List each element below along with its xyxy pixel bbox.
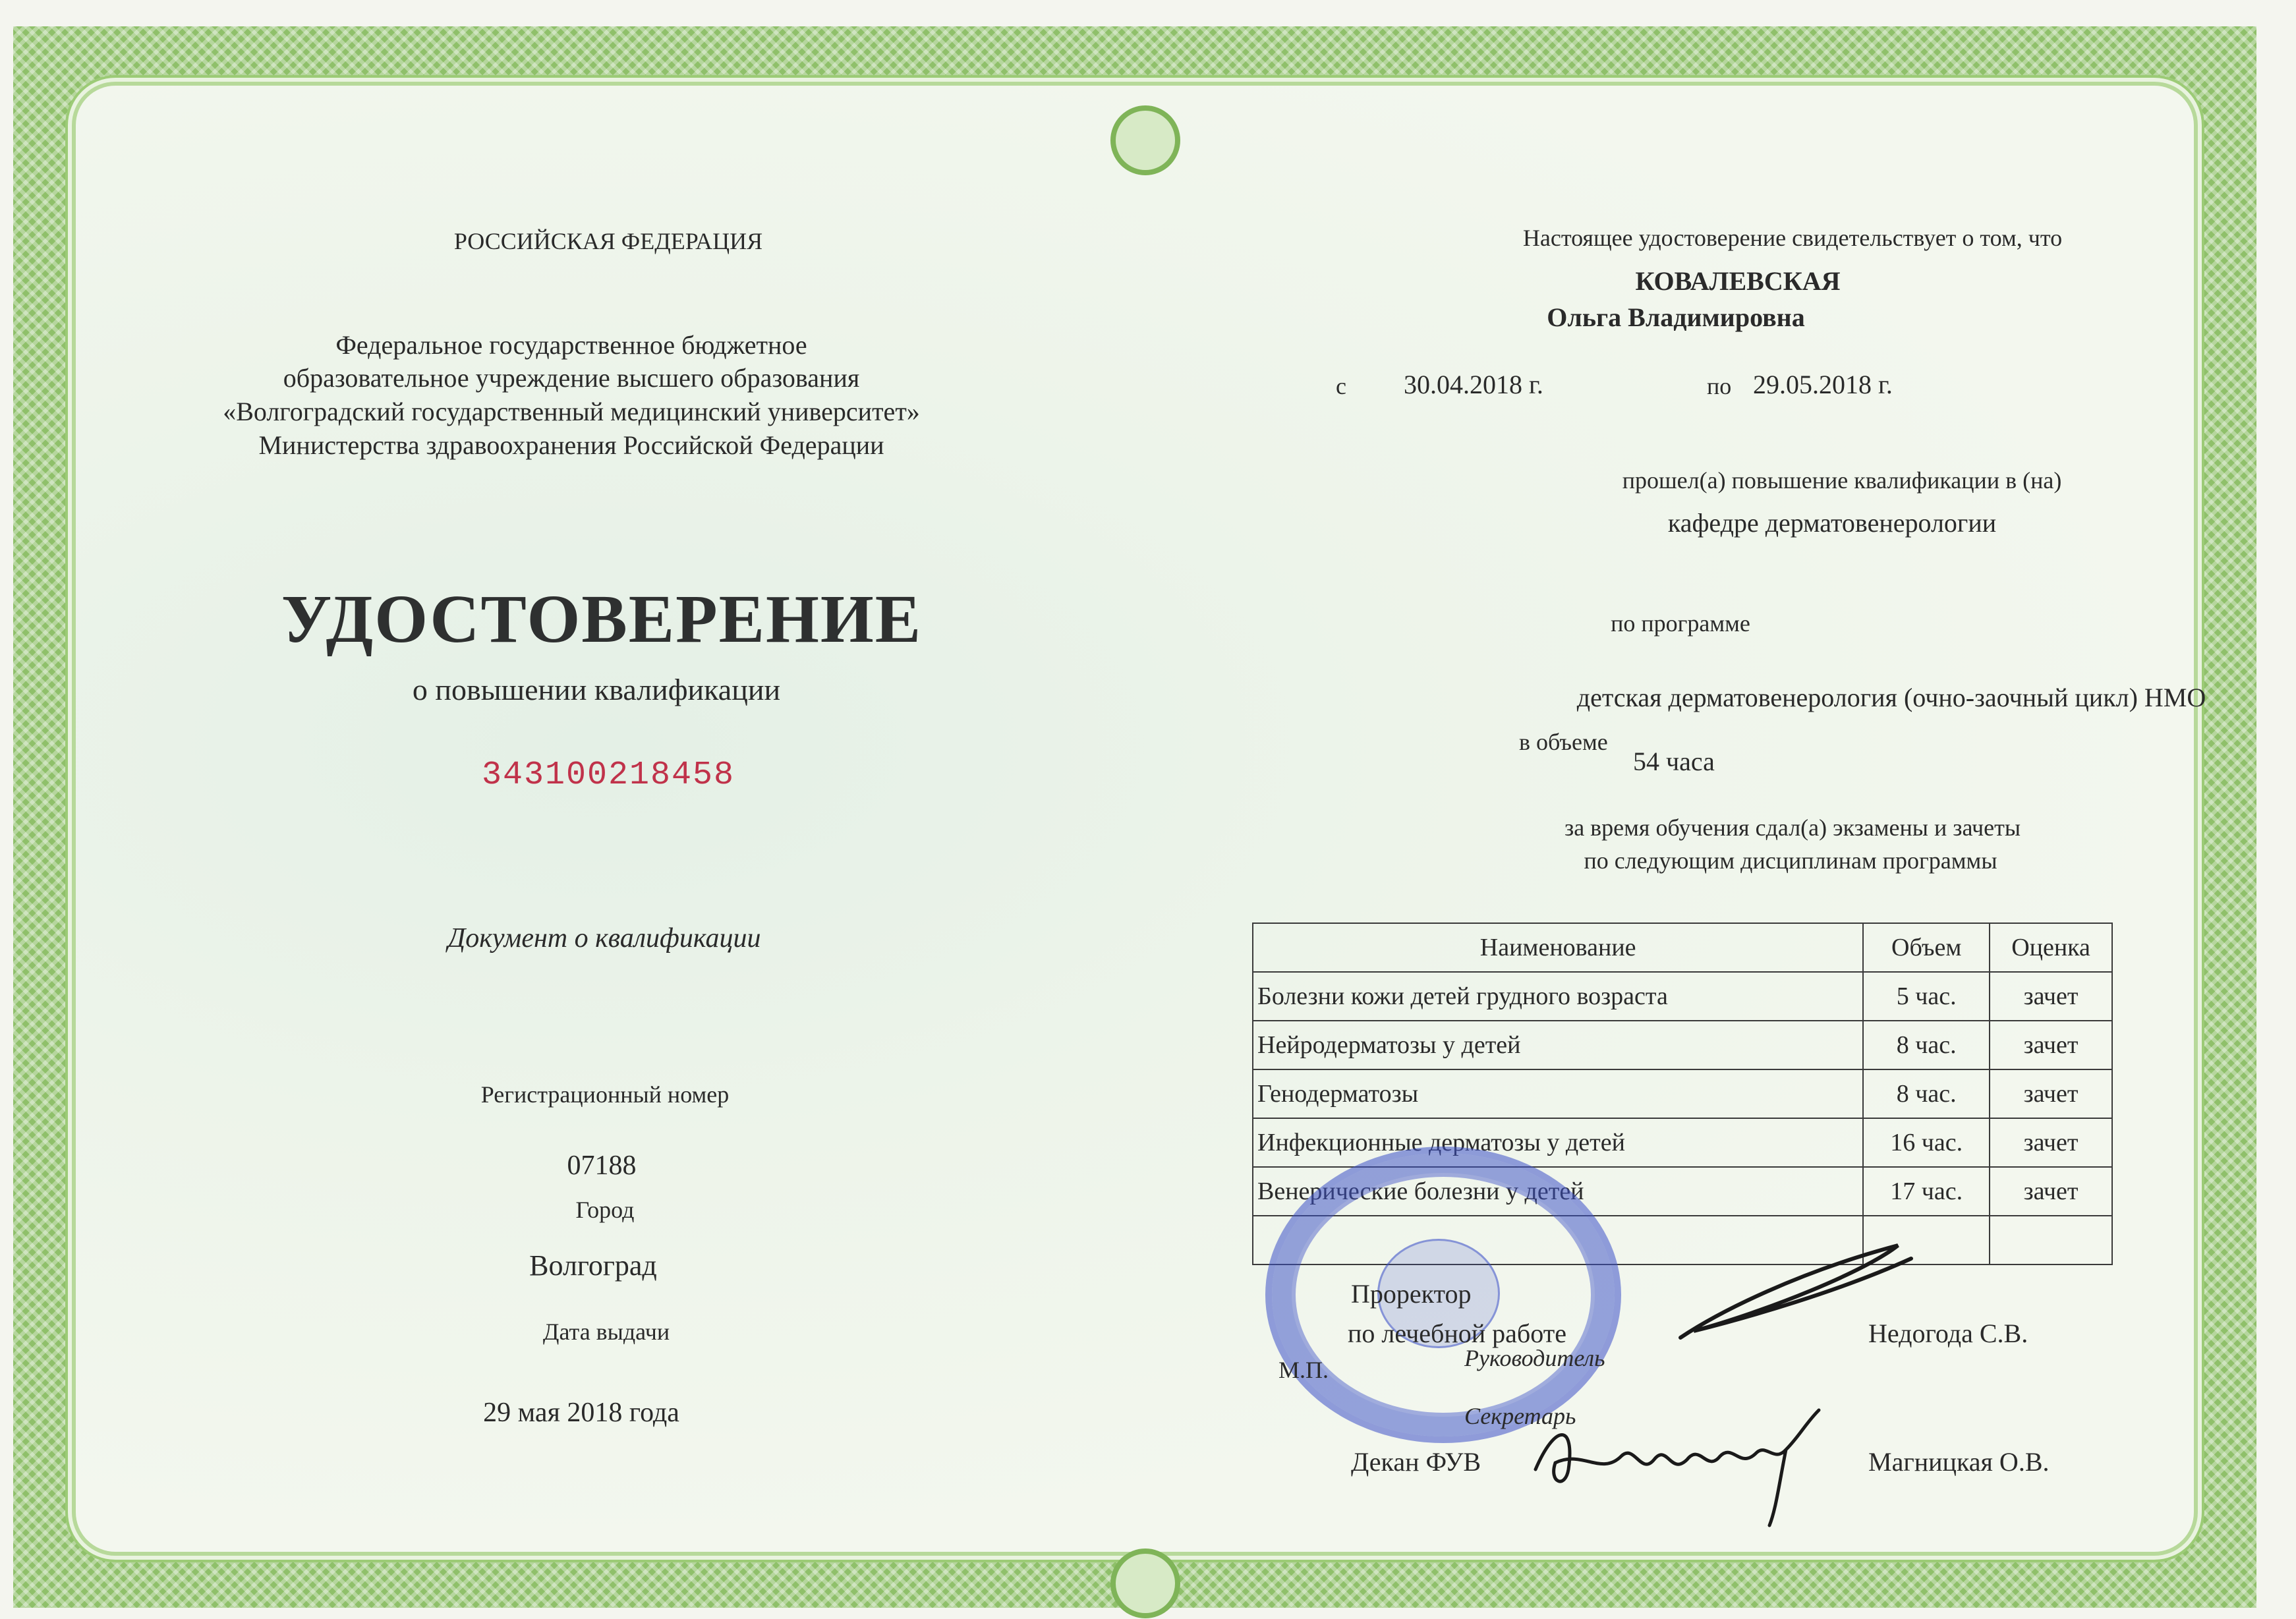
serial-number: 343100218458: [481, 756, 735, 794]
prorector-title-line-1: Проректор: [1351, 1279, 1472, 1309]
country-label: РОССИЙСКАЯ ФЕДЕРАЦИЯ: [453, 228, 763, 254]
dean-title: Декан ФУВ: [1351, 1447, 1481, 1477]
prorector-name: Недогода С.В.: [1868, 1319, 2028, 1348]
discipline-name: Болезни кожи детей грудного возраста: [1253, 972, 1863, 1021]
discipline-hours: 8 час.: [1863, 1021, 1990, 1069]
discipline-grade: зачет: [1990, 972, 2112, 1021]
registration-label: Регистрационный номер: [480, 1081, 730, 1108]
discipline-name: Инфекционные дерматозы у детей: [1253, 1118, 1863, 1167]
prorector-title-line-2: по лечебной работе: [1348, 1319, 1566, 1348]
issue-date: 29 мая 2018 года: [483, 1398, 679, 1428]
holder-name: Ольга Владимировна: [1547, 302, 1805, 332]
discipline-hours: 16 час.: [1863, 1118, 1990, 1167]
table-header-row: [1253, 923, 2112, 972]
prorector-signature-icon: [1667, 1232, 1918, 1351]
head-label: Руководитель: [1464, 1345, 1605, 1371]
dean-name: Магницкая О.В.: [1868, 1447, 2050, 1477]
volume-label: в объеме: [1519, 729, 1608, 755]
city-value: Волгоград: [529, 1249, 657, 1282]
discipline-hours: 5 час.: [1863, 972, 1990, 1021]
discipline-name: Генодерматозы: [1253, 1069, 1863, 1118]
from-date: 30.04.2018 г.: [1404, 370, 1543, 399]
certificate-title: УДОСТОВЕРЕНИЕ: [281, 581, 923, 657]
from-label: с: [1336, 373, 1346, 399]
header-volume: Объем: [1863, 923, 1990, 972]
mp-stamp-label: М.П.: [1278, 1357, 1329, 1383]
issue-date-label: Дата выдачи: [542, 1319, 670, 1345]
institution-line-1: Федеральное государственное бюджетное: [335, 330, 807, 360]
header-name: Наименование: [1253, 923, 1863, 972]
program-name: детская дерматовенерология (очно-заочный цикл) НМО: [1576, 683, 2206, 712]
discipline-grade: зачет: [1990, 1069, 2112, 1118]
passed-training-text: прошел(а) повышение квалификации в (на): [1622, 467, 2062, 494]
discipline-hours: 8 час.: [1863, 1069, 1990, 1118]
top-ornament-icon: [1110, 105, 1180, 175]
exams-text-line-1: за время обучения сдал(а) экзамены и зачеты: [1564, 814, 2021, 841]
bottom-ornament-icon: [1110, 1548, 1180, 1618]
exams-text-line-2: по следующим дисциплинам программы: [1584, 847, 1997, 874]
city-label: Город: [575, 1197, 635, 1223]
volume-value: 54 часа: [1633, 747, 1715, 776]
discipline-grade: зачет: [1990, 1021, 2112, 1069]
discipline-name: Венерические болезни у детей: [1253, 1167, 1863, 1216]
table-row: [1253, 1021, 2112, 1069]
dean-signature-icon: [1529, 1397, 1845, 1529]
institution-line-3: «Волгоградский государственный медицинский университет»: [223, 397, 920, 426]
registration-number: 07188: [567, 1150, 637, 1181]
document-type: Документ о квалификации: [447, 923, 761, 953]
table-row: [1253, 972, 2112, 1021]
certificate-subtitle: о повышении квалификации: [412, 673, 781, 706]
discipline-hours: 17 час.: [1863, 1167, 1990, 1216]
institution-line-2: образовательное учреждение высшего образования: [283, 363, 860, 393]
holder-surname: КОВАЛЕВСКАЯ: [1635, 266, 1841, 296]
to-label: по: [1707, 373, 1732, 399]
department-name: кафедре дерматовенерологии: [1667, 508, 1997, 538]
table-row: [1253, 1069, 2112, 1118]
header-grade: Оценка: [1990, 923, 2112, 972]
to-date: 29.05.2018 г.: [1753, 370, 1893, 399]
certifies-intro: Настоящее удостоверение свидетельствует о том, что: [1522, 225, 2063, 251]
program-label: по программе: [1611, 610, 1750, 637]
institution-line-4: Министерства здравоохранения Российской Федерации: [258, 430, 884, 460]
discipline-grade: зачет: [1990, 1167, 2112, 1216]
discipline-grade: зачет: [1990, 1118, 2112, 1167]
discipline-name: Нейродерматозы у детей: [1253, 1021, 1863, 1069]
secretary-label: Секретарь: [1464, 1403, 1576, 1429]
